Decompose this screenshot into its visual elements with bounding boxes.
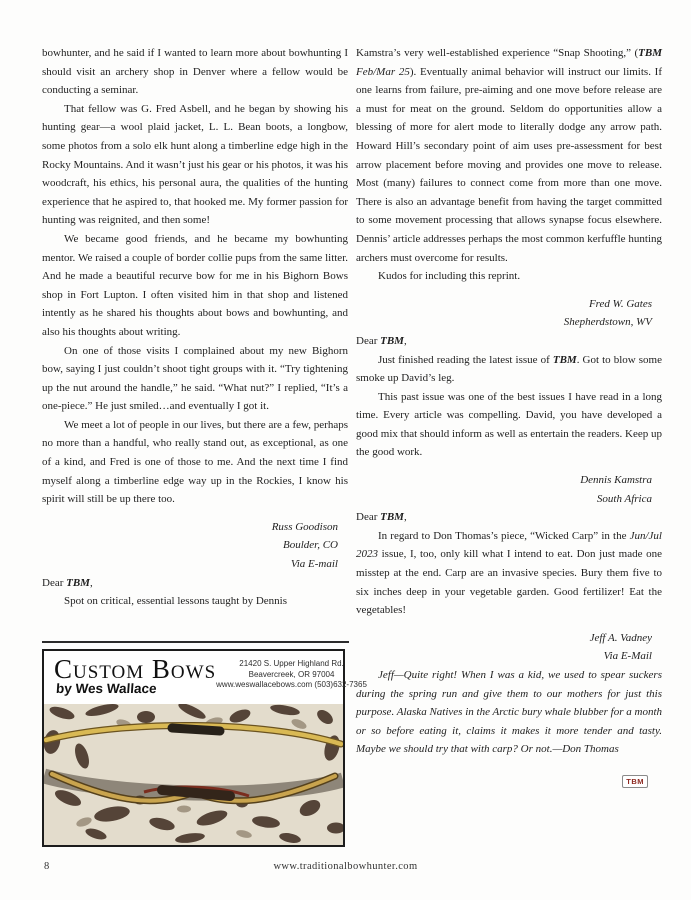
salutation-text: Dear bbox=[42, 576, 67, 589]
editor-reply: Jeff—Quite right! When I was a kid, we used to spear suckers during the spring run and give them to our mothers for just this purpose. Alaska Natives in the Arctic bury whale blubber for a month or so before eating it, claims it makes it more tender and tasty. Maybe we should try that with carp? Or not.—Don Thomas bbox=[356, 669, 662, 756]
letter-salutation bbox=[356, 332, 662, 351]
issue-reference: Jun/Jul 2023 bbox=[356, 529, 662, 561]
letter-paragraph: This past issue was one of the best issues I have read in a long time. Every article was compelling. David, you have developed a good mix that should inform as well as entertain the readers. Keep up the good work. bbox=[356, 390, 662, 459]
signature-via: Via E-mail bbox=[290, 558, 338, 571]
signature-location: Boulder, CO bbox=[283, 539, 338, 552]
letter-paragraph bbox=[356, 351, 662, 388]
salutation-comma: , bbox=[403, 334, 407, 347]
letter-paragraph: That fellow was G. Fred Asbell, and he began by showing his hunting gear—a wool plaid jacket, L. L. Bean boots, a longbow, some photos from a solo elk hunt along a timberline edge high in the Rocky Mountains. And it wasn’t just his gear or his photos, it was his woodcraft, his ethics, his personal aura, the qualities of the hunting experience that he aspired to, that hooked me. My former passion for hunting was reignited, and then some! bbox=[42, 102, 348, 227]
ad-address-line1: 21420 S. Upper Highland Rd. bbox=[239, 659, 344, 668]
page-number: 8 bbox=[44, 861, 50, 872]
letter-signature bbox=[42, 518, 348, 574]
custom-bows-ad bbox=[42, 649, 367, 847]
paragraph-text: issue, I, too, only kill what I intend to eat. Don just made one misstep at the end. Carp are an invasive species. Bury them five to six inches deep in your vegetable garden. Good fertilizer! Eat the vegetables! bbox=[356, 548, 662, 617]
column-divider-rule bbox=[42, 641, 349, 643]
right-column bbox=[356, 44, 662, 788]
letter-paragraph bbox=[356, 527, 662, 620]
salutation-comma: , bbox=[403, 511, 407, 524]
ad-title-block bbox=[54, 656, 216, 696]
signature-name: Dennis Kamstra bbox=[580, 474, 652, 487]
ad-address-line3: www.weswallacebows.com (503)632-7365 bbox=[216, 680, 367, 689]
salutation-text: Dear bbox=[356, 334, 381, 347]
paragraph-text: Just finished reading the latest issue of bbox=[378, 353, 553, 366]
letter-salutation bbox=[42, 574, 348, 593]
letter-paragraph: Spot on critical, essential lessons taught by Dennis bbox=[64, 595, 288, 608]
letter-paragraph: Kudos for including this reprint. bbox=[378, 270, 521, 283]
tbm-end-marker: TBM bbox=[622, 775, 648, 789]
magazine-abbrev: TBM bbox=[638, 47, 662, 59]
signature-via: Via E-Mail bbox=[603, 650, 652, 663]
paragraph-text: ). Eventually animal behavior will instruct our limits. If one learns from failure, pre-aiming and one move before release are a must for meat on the ground. Seldom do opportunities allow a blessing of more for alert mode to literally dodge any arrow path. Howard Hill’s secondary point of aim uses pre-assessment for best arrow placement before moving and provides one move to release. Most (many) failures to connect come from more than one move. There is also an advantage benefit from having the target committed to some movement processing that allows synapse focus elsewhere. Dennis’ article addresses perhaps the most common kerfuffle hunting archers must overcome for results. bbox=[356, 65, 662, 264]
letter-paragraph bbox=[356, 44, 662, 267]
issue-reference: Feb/Mar 25 bbox=[356, 65, 410, 78]
ad-address-line2: Beavercreek, OR 97004 bbox=[248, 669, 335, 679]
magazine-abbrev: TBM bbox=[380, 334, 404, 347]
signature-name: Jeff A. Vadney bbox=[589, 631, 652, 644]
signature-location: South Africa bbox=[596, 492, 652, 505]
letter-paragraph: We became good friends, and he became my bowhunting mentor. We raised a couple of border collie pups from the same litter. And he made a beautiful recurve bow for me in his Bighorn Bows shop in Fort Lupton. I often visited him in that shop and listened intently as he shared his thoughts about bows and bowhunting, and also his thoughts about writing. bbox=[42, 232, 348, 338]
signature-name: Fred W. Gates bbox=[588, 297, 652, 310]
paragraph-text: . Got to blow some smoke up David’s leg. bbox=[356, 353, 662, 385]
bows-photo bbox=[44, 704, 343, 845]
letter-paragraph: bowhunter, and he said if I wanted to learn more about bowhunting I should visit an archery shop in Denver where a fellow would be conducting a seminar. bbox=[42, 47, 348, 97]
signature-name: Russ Goodison bbox=[271, 520, 338, 533]
letter-paragraph: We meet a lot of people in our lives, but there are a few, perhaps no more than a handful, who really stand out, as exceptional, as one of a kind, and Fred is one of those to me. And the next time I find myself along a timberline edge way up in the Rockies, I know his spirit will still be up there too. bbox=[42, 418, 348, 506]
left-column bbox=[42, 44, 348, 611]
salutation-text: Dear bbox=[356, 511, 381, 524]
paragraph-text: Kamstra’s very well-established experience “Snap Shooting,” ( bbox=[356, 47, 639, 59]
ad-header bbox=[44, 651, 367, 704]
ad-address bbox=[216, 659, 367, 691]
paragraph-text: In regard to Don Thomas’s piece, “Wicked Carp” in the bbox=[378, 529, 630, 542]
magazine-abbrev: TBM bbox=[552, 353, 577, 366]
ad-title: Custom Bows bbox=[54, 654, 217, 684]
letter-signature bbox=[356, 295, 662, 332]
magazine-abbrev: TBM bbox=[66, 576, 90, 589]
letter-signature bbox=[356, 629, 662, 666]
signature-location: Shepherdstown, WV bbox=[563, 316, 652, 329]
letter-paragraph: On one of those visits I complained about my new Bighorn bow, saying I just couldn’t shoot tight groups with it. “Try tightening up the nut around the handle,” he said. “What nut?” I replied, “It’s a one-piece.” He just smiled…and eventually I got it. bbox=[42, 344, 348, 413]
footer-website: www.traditionalbowhunter.com bbox=[273, 861, 418, 872]
magazine-abbrev: TBM bbox=[380, 511, 404, 524]
salutation-comma: , bbox=[89, 576, 93, 589]
letter-salutation bbox=[356, 508, 662, 527]
ad-subtitle: by Wes Wallace bbox=[55, 681, 158, 696]
letter-signature bbox=[356, 471, 662, 508]
